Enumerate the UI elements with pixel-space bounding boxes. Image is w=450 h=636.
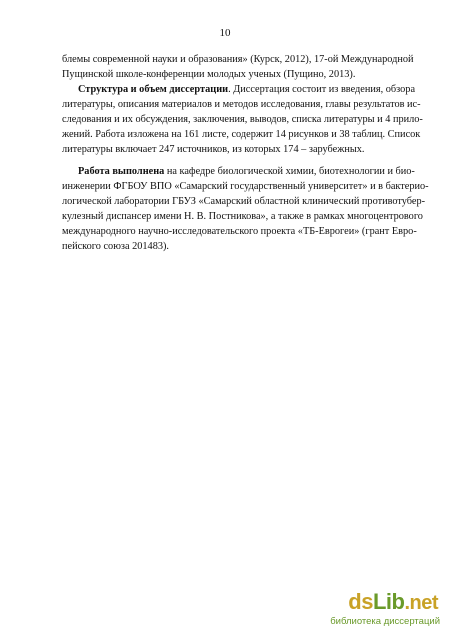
paragraph-2-line-1-text: . Диссертация состоит из введения, обзора — [228, 84, 416, 95]
paragraph-3-lead: Работа выполнена — [78, 166, 165, 177]
logo-net: .net — [404, 592, 438, 614]
paragraph-3-line-5: международного научно-исследовательского проекта «ТБ-Еврогеи» (грант Евро- — [62, 226, 417, 237]
paragraph-3-line-3: логической лаборатории ГБУЗ «Самарский областной клинический противотубер- — [62, 196, 426, 207]
paragraph-2-line-1 — [78, 83, 416, 96]
dslib-watermark — [316, 588, 446, 634]
paragraph-1-line-2: Пущинской школе-конференции молодых ученых (Пущино, 2013). — [62, 69, 356, 80]
paragraph-3-line-6: пейского союза 201483). — [62, 241, 169, 252]
paragraph-2-line-5: литературы включает 247 источников, из которых 174 – зарубежных. — [62, 144, 365, 155]
paragraph-1-line-1: блемы современной науки и образования» (Курск, 2012), 17-ой Международной — [62, 54, 414, 65]
paragraph-2-line-3: следования и их обсуждения, заключения, выводов, списка литературы и 4 прило- — [62, 114, 423, 125]
paragraph-3-line-4: кулезный диспансер имени Н. В. Постникова», а также в рамках многоцентрового — [62, 211, 423, 222]
logo-ds: ds — [348, 589, 373, 614]
watermark-subtitle: библиотека диссертаций — [330, 616, 440, 627]
page-number: 10 — [219, 27, 231, 39]
dslib-logo — [348, 590, 438, 615]
paragraph-2-lead: Структура и объем диссертации — [78, 84, 229, 95]
paragraph-3-line-1-text: на кафедре биологической химии, биотехнологии и био- — [164, 166, 415, 177]
paragraph-2-line-2: литературы, описания материалов и методов исследования, главы результатов ис- — [62, 99, 421, 110]
logo-lib: Lib — [372, 589, 405, 614]
paragraph-3-line-2: инженерии ФГБОУ ВПО «Самарский государственный университет» и в бактерио- — [62, 181, 429, 192]
paragraph-3-line-1 — [78, 165, 415, 178]
paragraph-2-line-4: жений. Работа изложена на 161 листе, содержит 14 рисунков и 38 таблиц. Список — [62, 129, 421, 140]
